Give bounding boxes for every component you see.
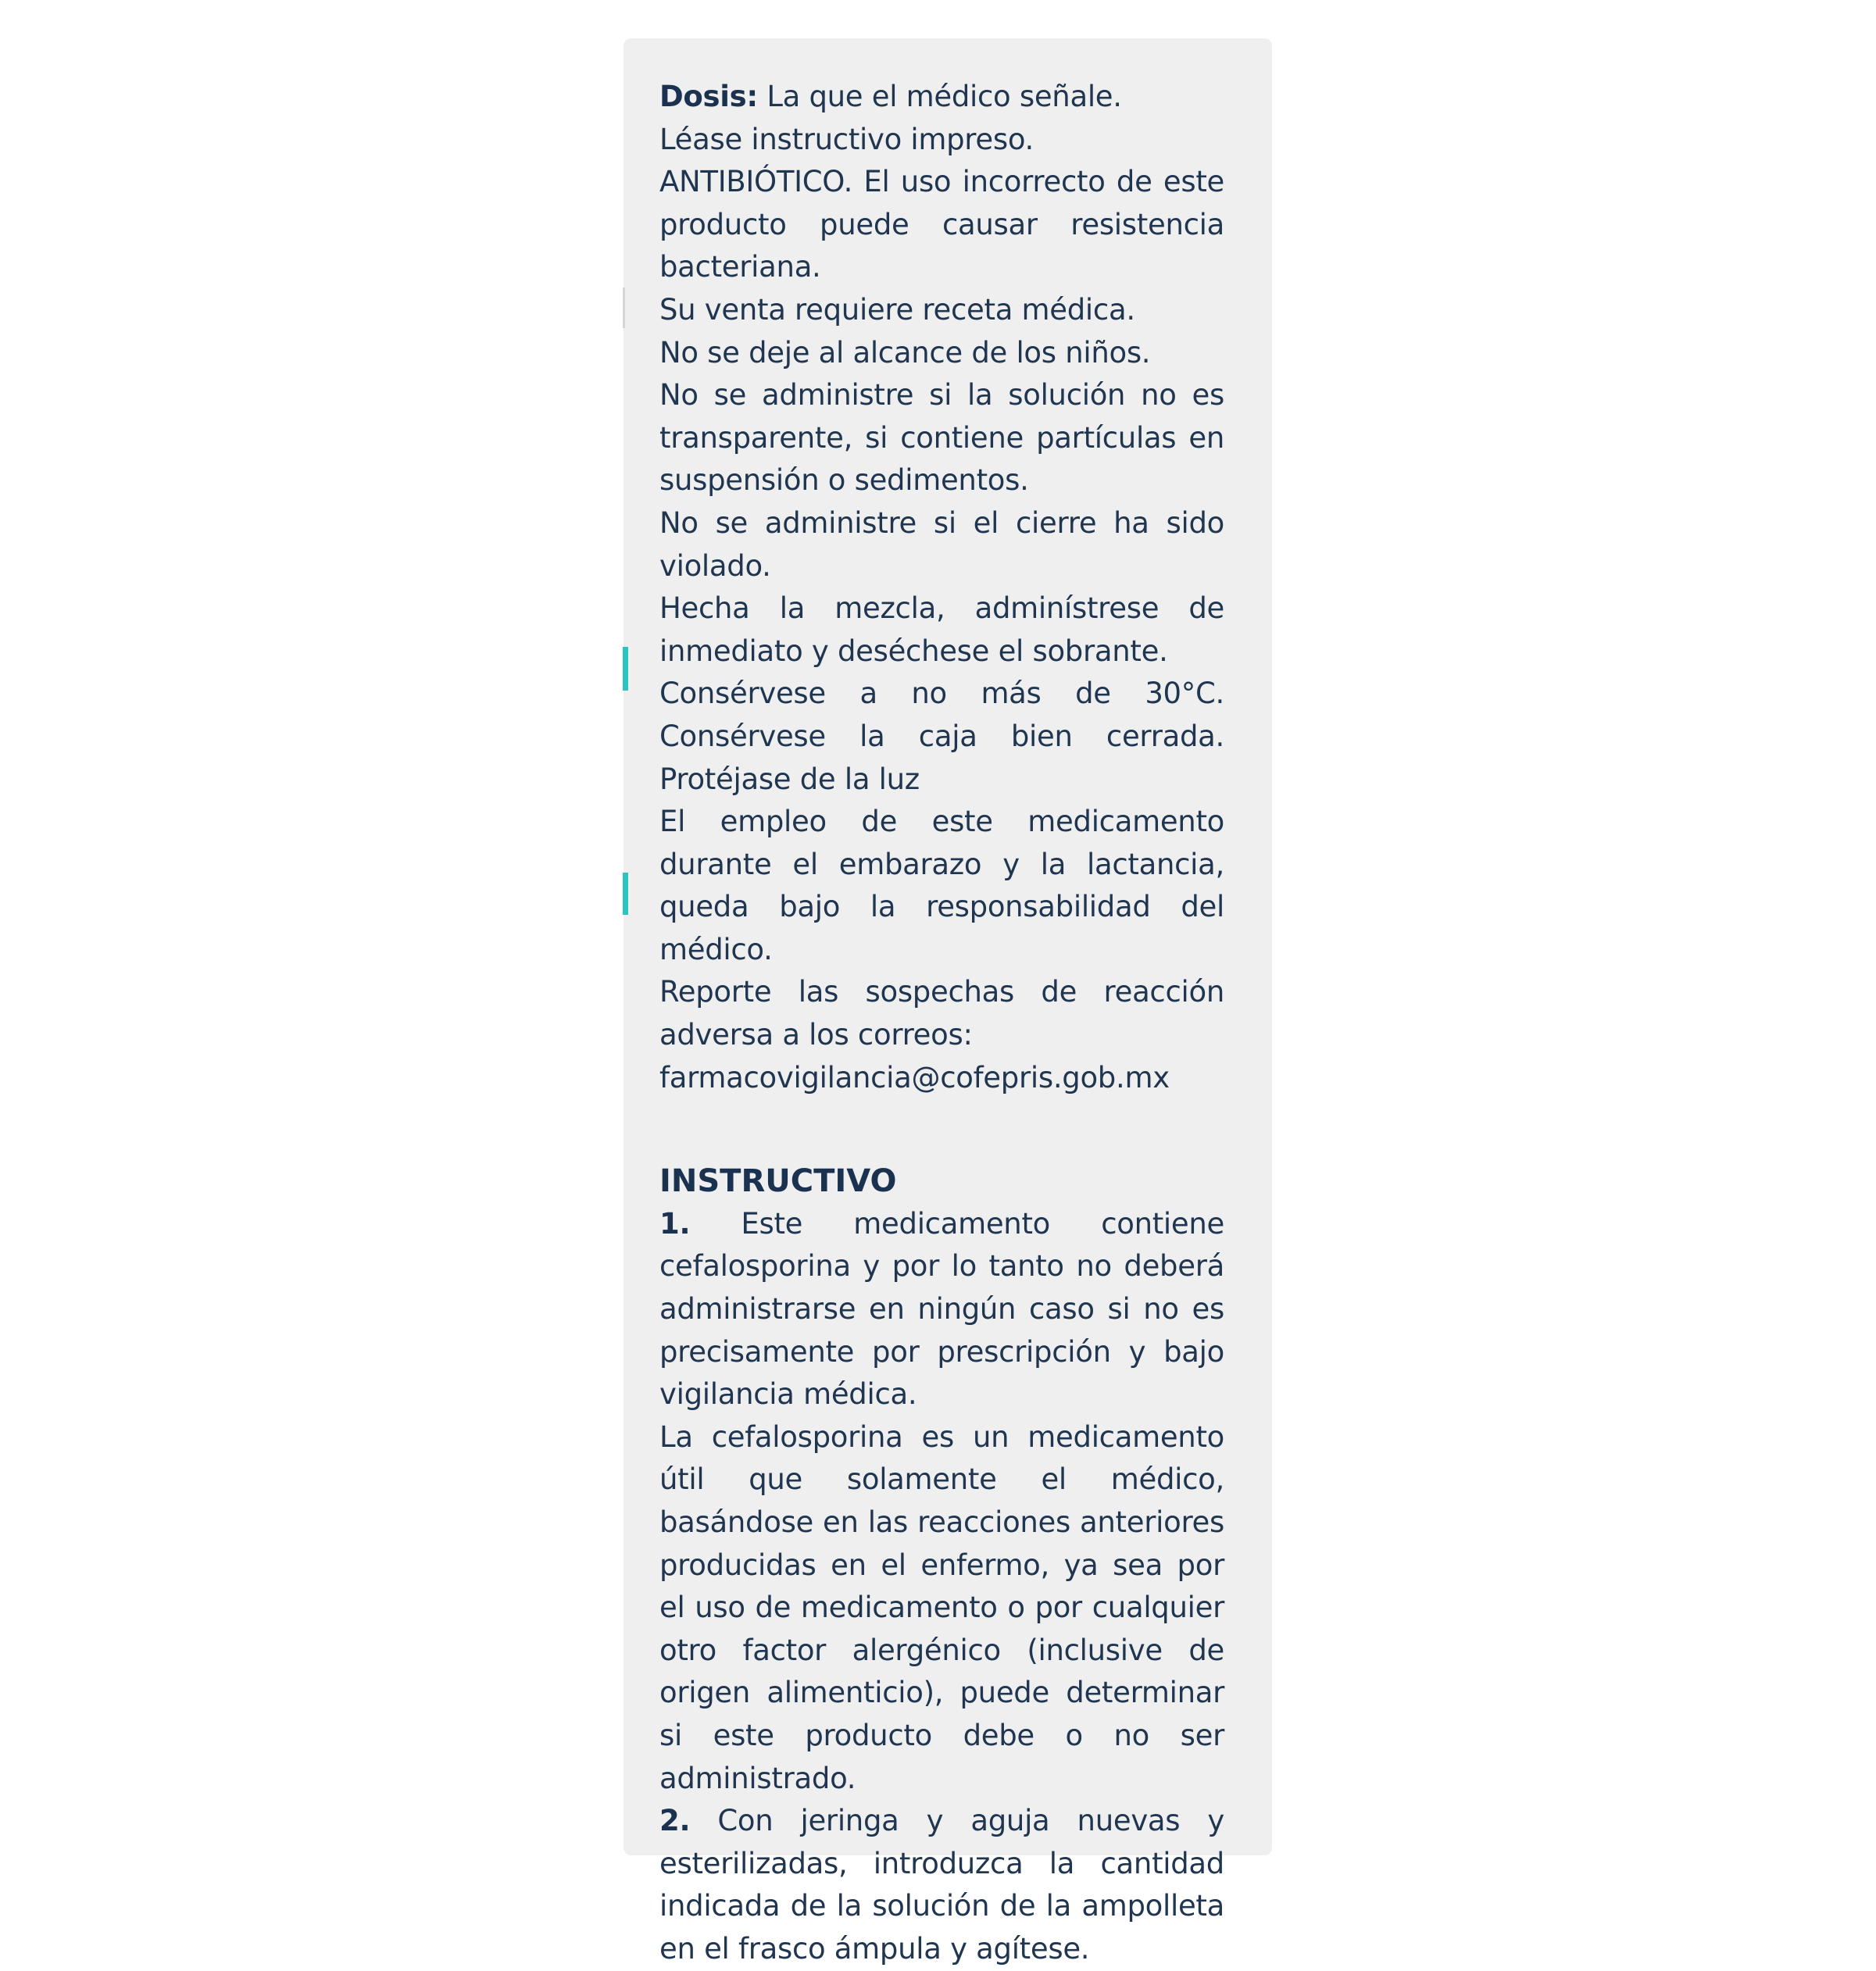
prescription-notice: Su venta requiere receta médica.: [659, 292, 1135, 327]
item-1-number: 1.: [659, 1206, 691, 1241]
dosis-label: Dosis:: [659, 80, 758, 113]
item-2-text: Con jeringa y aguja nuevas y esterilizadas, introduzca la cantidad indicada de la solución de la ampolleta en el frasco ámpula y agítese.: [659, 1804, 1224, 1966]
item-1-text: Este medicamento contiene cefalosporina y por lo tanto no deberá administrarse en ningún caso si no es precisamente por prescripción y bajo vigilancia médica.: [659, 1206, 1224, 1412]
instructivo-notice: Léase instructivo impreso.: [659, 122, 1034, 156]
children-warning: No se deje al alcance de los niños.: [659, 335, 1151, 370]
antibiotic-warning: ANTIBIÓTICO. El uso incorrecto de este producto puede causar resistencia bacteriana.: [659, 165, 1224, 284]
item-2-number: 2.: [659, 1804, 691, 1838]
label-text-block: [659, 76, 1224, 1971]
storage-instructions: Consérvese a no más de 30°C. Consérvese la caja bien cerrada. Protéjase de la luz: [659, 677, 1224, 796]
dosis-line: [659, 76, 1224, 119]
mixing-instructions: Hecha la mezcla, adminístrese de inmediato y deséchese el sobrante.: [659, 591, 1224, 668]
pregnancy-warning: El empleo de este medicamento durante el embarazo y la lactancia, queda bajo la responsabilidad del médico.: [659, 805, 1224, 966]
panel-crease: [623, 287, 625, 328]
solution-warning: No se administre si la solución no es transparente, si contiene partículas en suspensión o sedimentos.: [659, 378, 1224, 498]
instructivo-item-2: [659, 1800, 1224, 1970]
seal-warning: No se administre si el cierre ha sido violado.: [659, 505, 1224, 583]
adverse-reaction-notice: Reporte las sospechas de reacción adversa a los correos:: [659, 975, 1224, 1052]
section-spacer: [659, 1099, 1224, 1160]
cefalosporina-paragraph: La cefalosporina es un medicamento útil que solamente el médico, basándose en las reacciones anteriores producidas en el enfermo, ya sea por el uso de medicamento o por cualquier otro factor alergénico (inclusive de origen alimenticio), puede determinar si este producto debe o no ser administrado.: [659, 1419, 1224, 1795]
accent-mark-top: [623, 647, 628, 691]
accent-mark-bottom: [623, 873, 628, 915]
dosis-text: La que el médico señale.: [757, 80, 1122, 113]
contact-email: farmacovigilancia@cofepris.gob.mx: [659, 1060, 1170, 1094]
instructivo-heading: INSTRUCTIVO: [659, 1163, 897, 1200]
instructivo-item-1: [659, 1203, 1224, 1416]
